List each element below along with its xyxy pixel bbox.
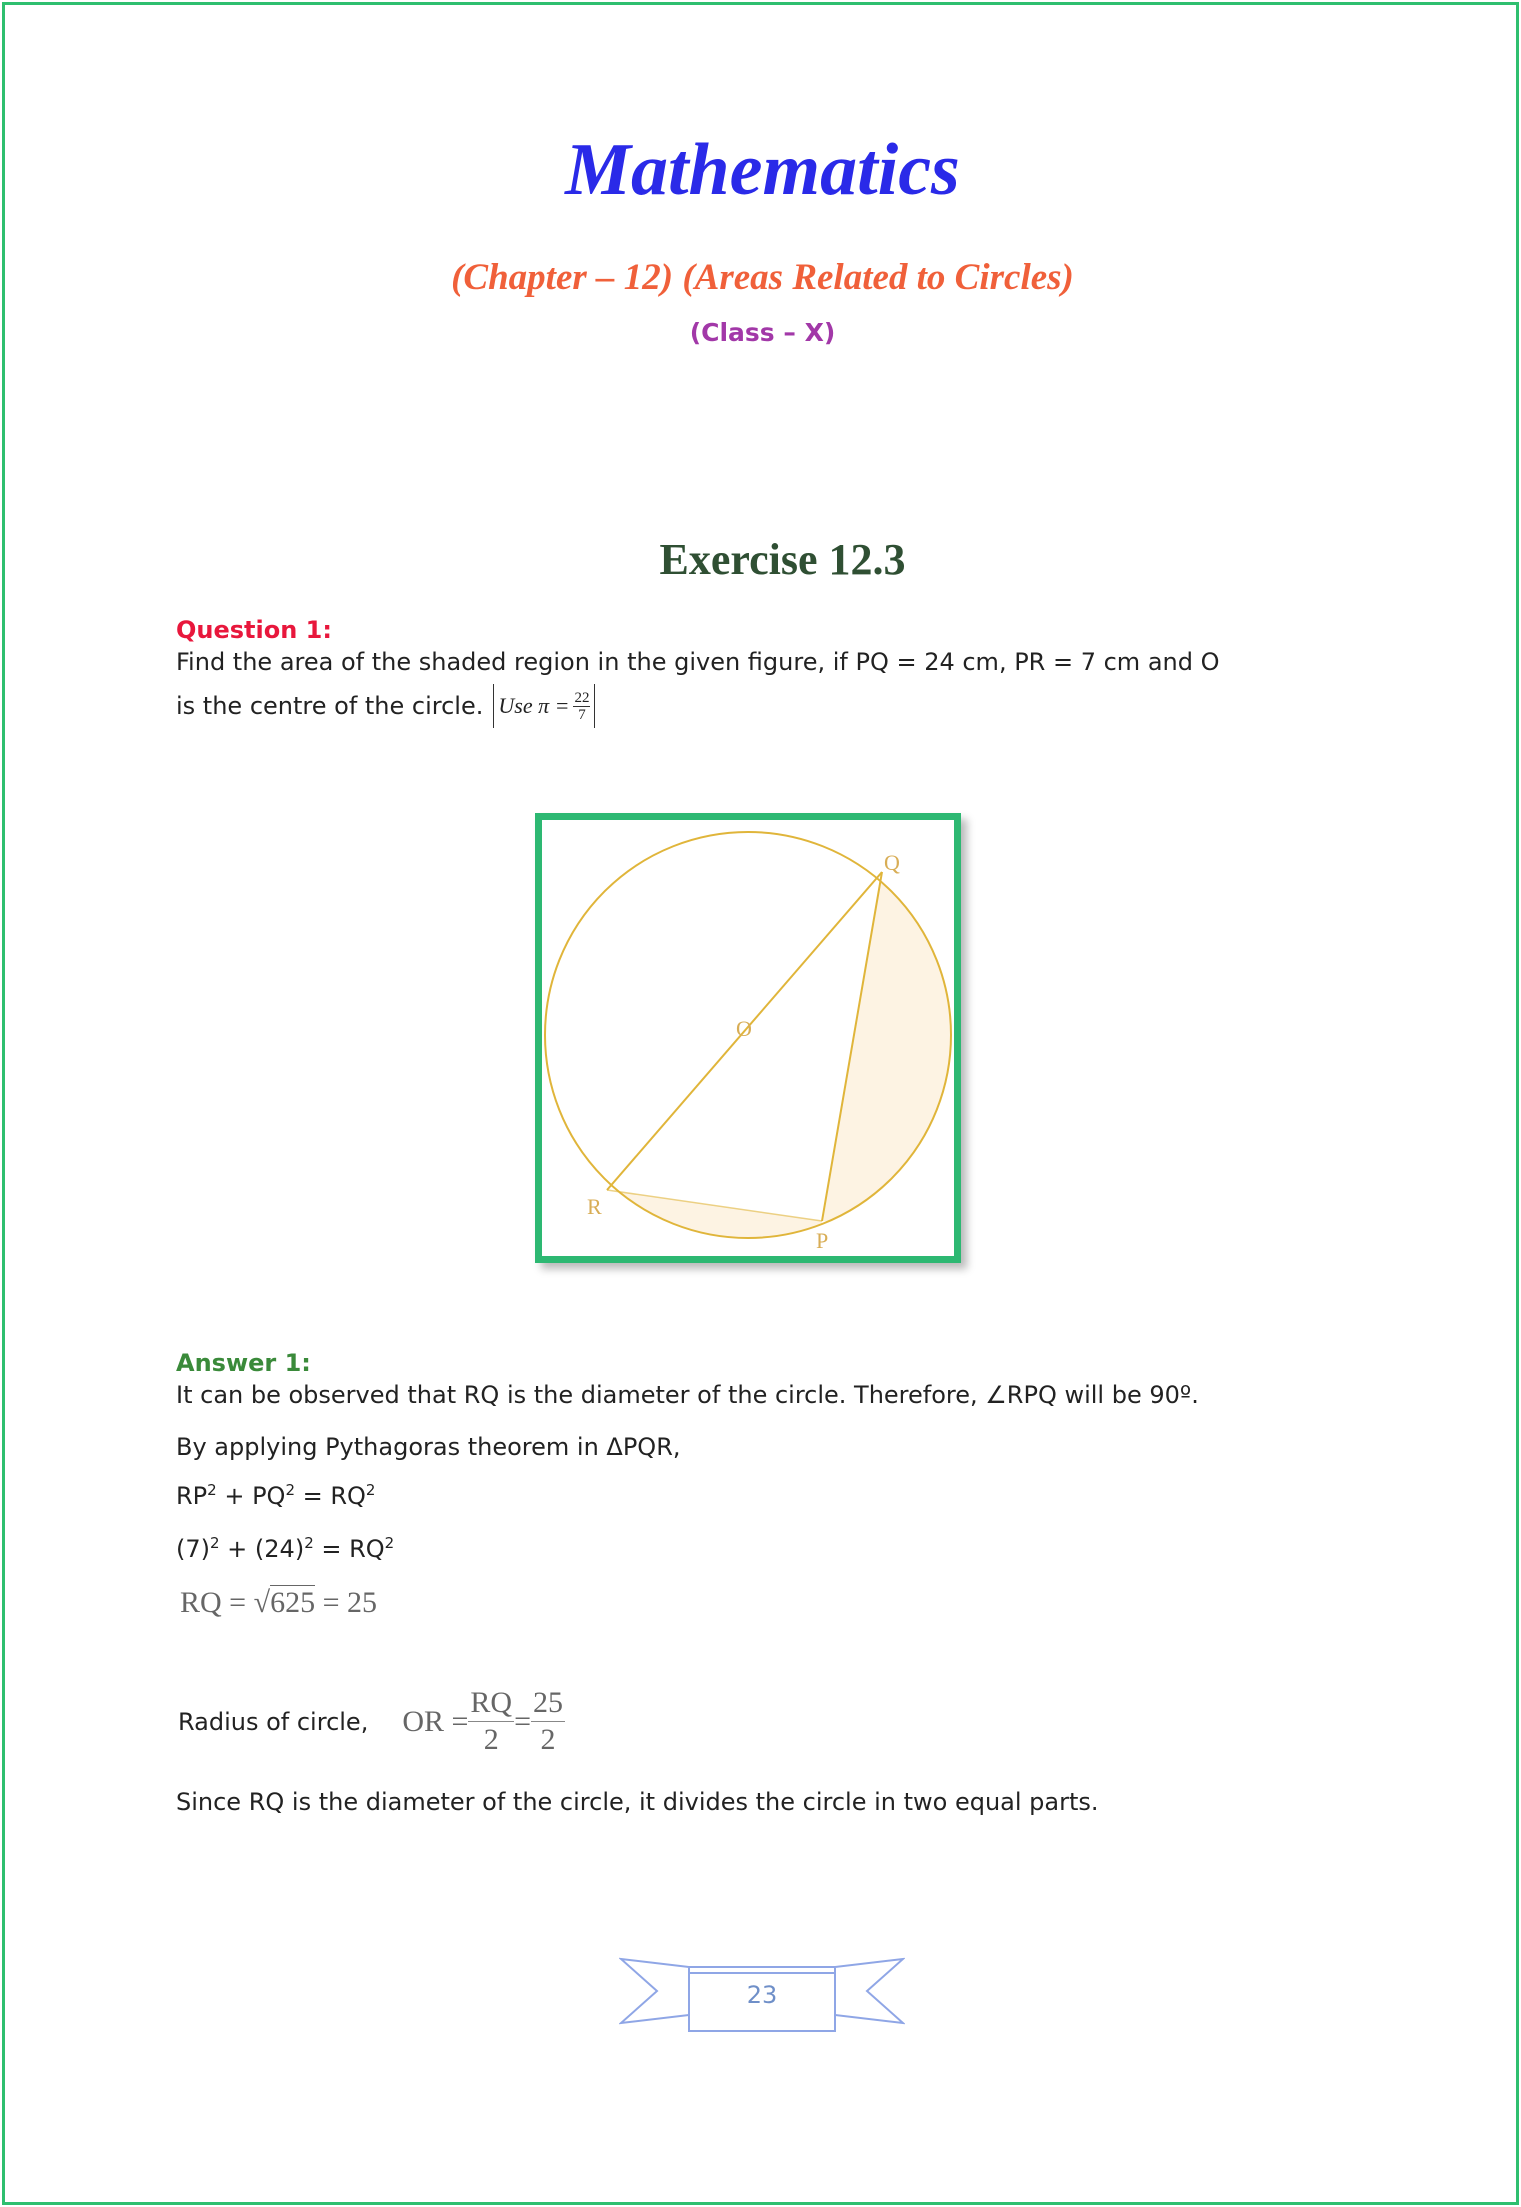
numerator: 25 — [531, 1685, 565, 1722]
exp: 2 — [285, 1481, 295, 1499]
chapter-heading: (Chapter – 12) (Areas Related to Circles) — [451, 257, 1074, 298]
eq2-term-b: + (24) — [219, 1535, 305, 1563]
question-text-line2 — [176, 684, 595, 728]
label-o: O — [736, 1016, 752, 1041]
fraction-rq-2 — [468, 1685, 514, 1758]
answer-line-last: Since RQ is the diameter of the circle, it divides the circle in two equal parts. — [176, 1788, 1099, 1816]
eq3-lhs: RQ = — [180, 1586, 254, 1619]
pi-hint-prefix: Use π = — [498, 693, 570, 718]
radius-lhs: OR = — [402, 1704, 469, 1738]
eq3-rhs: = 25 — [315, 1586, 377, 1619]
question-label: Question 1: — [176, 616, 332, 644]
page-title: Mathematics — [565, 129, 960, 211]
answer-label: Answer 1: — [176, 1349, 311, 1377]
page-number-ribbon — [619, 1953, 905, 2035]
circle-diagram — [542, 820, 954, 1256]
radius-equation — [402, 1685, 565, 1758]
equation-1 — [176, 1481, 375, 1510]
label-r: R — [587, 1194, 602, 1219]
exp: 2 — [365, 1481, 376, 1499]
answer-line1: It can be observed that RQ is the diameter of the circle. Therefore, ∠RPQ will be 90º. — [176, 1381, 1199, 1409]
denominator: 2 — [540, 1723, 556, 1756]
eq1-term-c: = RQ — [294, 1482, 366, 1510]
label-q: Q — [884, 850, 900, 875]
equation-3 — [180, 1586, 377, 1620]
fraction-25-2 — [531, 1685, 565, 1758]
radius-label: Radius of circle, — [178, 1707, 369, 1736]
eq1-term-b: + PQ — [216, 1482, 286, 1510]
circle-figure — [535, 813, 961, 1263]
exp: 2 — [210, 1534, 220, 1552]
class-heading: (Class – X) — [689, 318, 836, 347]
eq1-term-a: RP — [176, 1482, 208, 1510]
radius-line — [178, 1685, 565, 1758]
question-text-line1: Find the area of the shaded region in the given figure, if PQ = 24 cm, PR = 7 cm and O — [176, 648, 1220, 676]
page-number: 23 — [746, 1981, 778, 2009]
exp: 2 — [384, 1534, 395, 1552]
answer-line2: By applying Pythagoras theorem in ΔPQR, — [176, 1433, 681, 1461]
eq2-term-a: (7) — [176, 1535, 210, 1563]
equals: = — [514, 1704, 532, 1738]
sqrt-symbol: √ — [253, 1586, 271, 1619]
label-p: P — [816, 1228, 829, 1253]
exp: 2 — [207, 1481, 217, 1499]
numerator: RQ — [468, 1685, 514, 1722]
pi-hint — [493, 684, 595, 728]
exp: 2 — [304, 1534, 314, 1552]
denominator: 2 — [483, 1723, 499, 1756]
pi-denominator: 7 — [578, 706, 586, 723]
eq2-term-c: = RQ — [313, 1535, 385, 1563]
pi-numerator: 22 — [574, 689, 590, 706]
pi-fraction — [573, 690, 590, 723]
equation-2 — [176, 1534, 394, 1563]
exercise-heading: Exercise 12.3 — [659, 535, 906, 584]
question-text: is the centre of the circle. — [176, 692, 484, 720]
eq3-radicand: 625 — [270, 1586, 316, 1619]
